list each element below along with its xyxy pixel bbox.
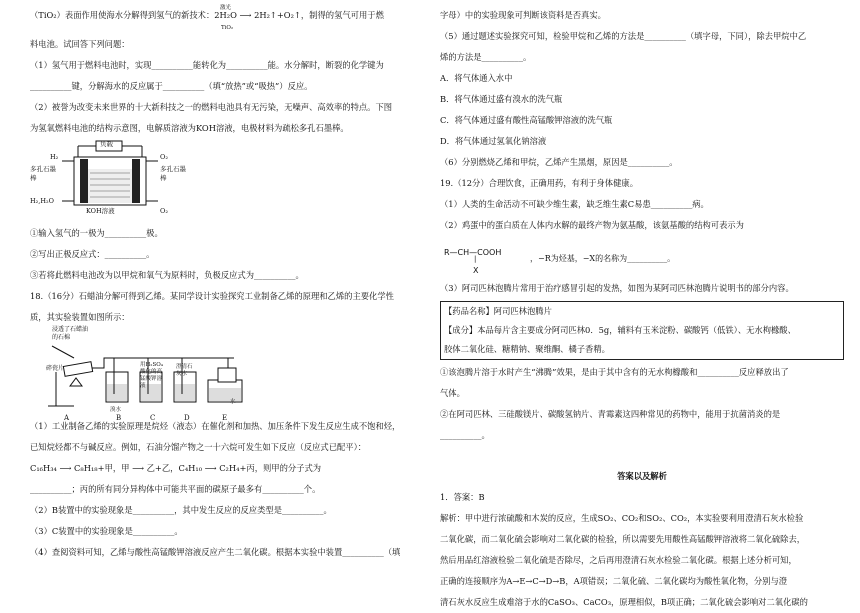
intro-line-2: 料电池。试回答下列问题： xyxy=(30,39,130,49)
limewater-label: 澄清石灰水 xyxy=(176,364,193,377)
equation-below-arrow: TiO₂ xyxy=(221,25,234,31)
question-19: 19.（12分）合理饮食，正确用药，有利于身体健康。 xyxy=(440,178,638,188)
load-label: 负载 xyxy=(100,140,113,148)
sub-question-3: ③若将此燃料电池改为以甲烷和氧气为原料时，负极反应式为__________。 xyxy=(30,270,304,280)
structure-bond: | xyxy=(474,255,477,263)
electrolyte-label: KOH溶液 xyxy=(86,207,115,215)
question-19-2: （2）鸡蛋中的蛋白质在人体内水解的最终产物为氨基酸，该氨基酸的结构可表示为 xyxy=(440,220,744,230)
water-label: 水 xyxy=(230,399,236,405)
question-19-3b2: __________。 xyxy=(440,430,490,440)
equation-line xyxy=(30,0,434,34)
intro-line: （TiO₂）表面作用使海水分解得到氢气的新技术：2H₂O ⟶ 2H₂↑+O₂↑，制得的氢气可用于燃 xyxy=(30,10,384,20)
r-line-1: 字母）中的实验现象可判断该资料是否真实。 xyxy=(440,10,606,20)
o2-label: O₂ xyxy=(160,153,168,161)
part-4: （4）查阅资料可知，乙烯与酸性高锰酸钾溶液反应产生二氧化碳。根据本实验中装置__________（填 xyxy=(30,547,401,557)
part-1b: 已知烷烃都不与碱反应。例如，石油分馏产物之一十六烷可发生如下反应（反应式已配平）： xyxy=(30,442,367,452)
right-column xyxy=(440,0,844,613)
label-B: B xyxy=(116,414,122,422)
kmno4-label: 用H₂SO₄酸化的高锰酸钾溶液 xyxy=(140,362,163,389)
part-3: （3）C装置中的实验现象是__________。 xyxy=(30,526,183,536)
label-D: D xyxy=(184,414,190,422)
question-19-3a: ①该泡腾片溶于水时产生“沸腾”效果，是由于其中含有的无水枸橼酸和__________反应释放出了 xyxy=(440,367,789,377)
equation-above-arrow: 激光 xyxy=(220,5,232,11)
left-column xyxy=(30,0,434,563)
question-2b: 为氢氧燃料电池的结构示意图，电解质溶液为KOH溶液，电极材料为疏松多孔石墨棒。 xyxy=(30,123,349,133)
question-18: 18.（16分）石蜡油分解可得到乙烯。某同学设计实验探究工业制备乙烯的原理和乙烯的主要化学性 xyxy=(30,291,394,301)
analysis-line-1: 解析：甲中进行浓硫酸和木炭的反应，生成SO₂、CO₂和SO₂、CO₂，本实验要利用澄清石灰水检验 xyxy=(440,513,804,523)
label-E: E xyxy=(222,414,228,422)
apparatus-figure xyxy=(30,326,434,422)
h2-label: H₂ xyxy=(50,153,59,161)
part-1d: __________；丙的所有同分异构体中可能共平面的碳原子最多有__________个。 xyxy=(30,484,321,494)
question-19-3b: ②在阿司匹林、三硅酸镁片、碳酸氢钠片、青霉素这四种常见的药物中，能用于抗菌消炎的是 xyxy=(440,409,781,419)
question-19-1: （1）人类的生命活动不可缺少维生素，缺乏维生素C易患__________病。 xyxy=(440,199,709,209)
option-b: B．将气体通过盛有溴水的洗气瓶 xyxy=(440,94,563,104)
label-C: C xyxy=(150,414,156,422)
o2-out-label: O₂ xyxy=(160,207,168,215)
answers-title: 答案以及解析 xyxy=(617,471,667,481)
box-line-1: 【药品名称】阿司匹林泡腾片 xyxy=(444,306,552,316)
option-d: D．将气体通过氢氧化钠溶液 xyxy=(440,136,547,146)
structure-main: R—CH—COOH xyxy=(444,248,502,257)
part-1: （1）工业制备乙烯的实验原理是烷烃（液态）在催化剂和加热、加压条件下发生反应生成不饱和烃， xyxy=(30,421,401,431)
analysis-line-2: 二氧化碳，而二氧化硫会影响对二氧化碳的检验，所以需要先用酸性高锰酸钾溶液将二氧化硫除去， xyxy=(440,534,806,544)
h2-h2o-label: H₂,H₂O xyxy=(30,197,54,205)
bromine-water-label: 溴水 xyxy=(110,407,122,413)
right-electrode-label: 多孔石墨棒 xyxy=(160,165,186,182)
label-A: A xyxy=(64,414,70,422)
part-2: （2）B装置中的实验现象是__________，其中发生反应的反应类型是__________。 xyxy=(30,505,332,515)
analysis-line-3: 然后用品红溶液检验二氧化硫是否除尽，之后再用澄清石灰水检验二氧化碳。根据上述分析可知， xyxy=(440,555,797,565)
question-1b: __________键，分解海水的反应属于__________（填“放热”或“吸热”）反应。 xyxy=(30,81,313,91)
option-a: A．将气体通入水中 xyxy=(440,73,513,83)
analysis-line-5: 清石灰水反应生成难溶于水的CaSO₃、CaCO₃，原理相似，B项正确；二氧化硫会影响对二氧化碳的 xyxy=(440,597,808,607)
answer-1: 1．答案：B xyxy=(440,492,485,502)
r-line-2: （5）通过题述实验探究可知，检验甲烷和乙烯的方法是__________（填字母，下同），除去甲烷中乙 xyxy=(440,31,807,41)
question-2: （2）被誉为改变未来世界的十大新科技之一的燃料电池具有无污染，无噪声、高效率的特点。下图 xyxy=(30,102,393,112)
left-electrode-label: 多孔石墨棒 xyxy=(30,165,56,182)
part-1c: C₁₆H₃₄ ⟶ C₈H₁₈+甲，甲 ⟶ 乙+乙，C₄H₁₀ ⟶ C₂H₄+丙，则甲的分子式为 xyxy=(30,463,322,473)
broken-porcelain-label: 碎瓷片 xyxy=(46,365,65,372)
r-line-6: （6）分别燃烧乙烯和甲烷，乙烯产生黑烟，原因是__________。 xyxy=(440,157,678,167)
sub-question-2: ②写出正极反应式：__________。 xyxy=(30,249,155,259)
structure-sub: X xyxy=(473,266,479,275)
question-19-2b: ，−R为烃基，−X的名称为__________。 xyxy=(530,254,676,263)
box-line-3: 胶体二氧化硅、糖精钠、聚维酮、橘子香精。 xyxy=(444,344,610,354)
question-19-3a2: 气体。 xyxy=(440,388,465,398)
r-line-2b: 烯的方法是__________。 xyxy=(440,52,532,62)
question-19-3: （3）阿司匹林泡腾片常用于治疗感冒引起的发热，如图为某阿司匹林泡腾片说明书的部分内容。 xyxy=(440,283,794,293)
question-1: （1）氢气用于燃料电池时，实现__________能转化为__________能。水分解时，断裂的化学键为 xyxy=(30,60,384,70)
medicine-info-box xyxy=(440,301,844,360)
fuel-cell-figure xyxy=(30,139,434,223)
paraffin-note-label: 浸透了石蜡油的石棉 xyxy=(52,326,89,341)
sub-question-1: ①输入氢气的一极为__________极。 xyxy=(30,228,163,238)
question-18b: 质，其实验装置如图所示： xyxy=(30,312,130,322)
analysis-line-4: 正确的连接顺序为A→E→C→D→B，A项错误；二氧化硫、二氧化碳均为酸性氧化物，分别与澄 xyxy=(440,576,788,586)
option-c: C．将气体通过盛有酸性高锰酸钾溶液的洗气瓶 xyxy=(440,115,613,125)
amino-acid-structure xyxy=(440,236,844,278)
box-line-2: 【成分】本品每片含主要成分阿司匹林0．5g，辅料有玉米淀粉、碳酸钙（低铁）、无水枸橼酸、 xyxy=(444,325,796,335)
